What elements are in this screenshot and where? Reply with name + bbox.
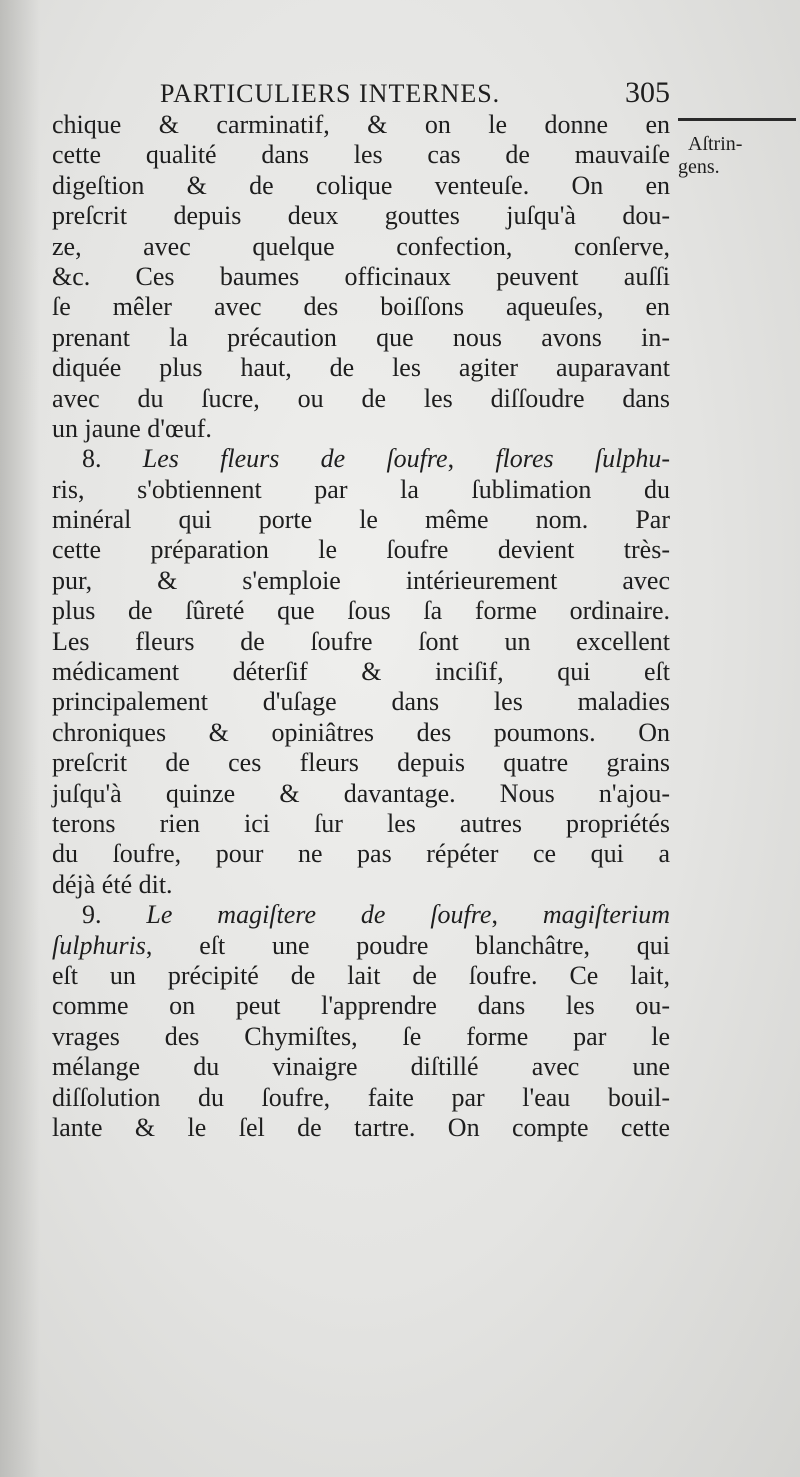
text-line: vrages des Chymiſtes, ſe forme par le [52,1021,670,1051]
paragraph-8-title-french: Les fleurs de ſoufre [142,444,448,474]
text-line: déjà été dit. [52,869,173,899]
text-line: diquée plus haut, de les agiter auparavant [52,353,670,383]
text-line: Les fleurs de ſoufre ſont un excellent [52,626,670,656]
paragraph-9-line-rest: , eſt une poudre blanchâtre, qui [145,930,670,960]
paragraph-9-title-french: Le magiſtere de ſoufre [146,900,492,930]
paragraph-9-title-latin: magiſterium [542,900,670,930]
paragraph-8-heading-line [52,444,670,474]
text-line: mélange du vinaigre diſtillé avec une [52,1052,670,1082]
running-title: PARTICULIERS INTERNES. [160,79,501,108]
text-line: prenant la précaution que nous avons in- [52,322,670,352]
paragraph-9-latin-continuation: ſulphuris [52,930,146,960]
paragraph-8-number: 8. [82,444,102,474]
running-head [160,76,670,112]
text-line: ze, avec quelque confection, conſerve, [52,231,670,261]
text-line: avec du ſucre, ou de les diſſoudre dans [52,383,670,413]
paragraph-8-title-latin: flores ſulphu- [495,444,670,474]
paragraph-9-separator: , [491,900,498,930]
text-line: minéral qui porte le même nom. Par [52,505,670,535]
margin-note-line-1: Aſtrin- [688,133,743,155]
text-line: terons rien ici ſur les autres propriétés [52,808,670,838]
text-line: cette préparation le ſoufre devient très- [52,535,670,565]
margin-rule [678,118,796,121]
paragraph-9-second-line [52,931,670,961]
paragraph-8-separator: , [447,444,455,474]
text-line: eſt un précipité de lait de ſoufre. Ce lait, [52,960,670,990]
text-line: lante & le ſel de tartre. On compte cette [52,1112,670,1142]
text-line: comme on peut l'apprendre dans les ou- [52,991,670,1021]
text-line: preſcrit de ces fleurs depuis quatre grains [52,748,670,778]
text-line: principalement d'uſage dans les maladies [52,687,670,717]
text-line: du ſoufre, pour ne pas répéter ce qui a [52,839,670,869]
text-line: ris, s'obtiennent par la ſublimation du [52,474,670,504]
text-line: médicament déterſif & inciſif, qui eſt [52,657,670,687]
paragraph-9-heading-line [52,900,670,930]
page-gutter-shadow [0,0,40,1477]
text-line: preſcrit depuis deux gouttes juſqu'à dou- [52,201,670,231]
text-line: un jaune d'œuf. [52,413,212,443]
text-line: juſqu'à quinze & davantage. Nous n'ajou- [52,778,670,808]
text-line: diſſolution du ſoufre, faite par l'eau bouil- [52,1082,670,1112]
body-text [52,110,670,1143]
text-line: cette qualité dans les cas de mauvaiſe [52,140,670,170]
margin-note-line-2: gens. [678,156,720,178]
paragraph-9-number: 9. [82,900,102,930]
text-line: plus de ſûreté que ſous ſa forme ordinaire. [52,596,670,626]
text-line: digeſtion & de colique venteuſe. On en [52,170,670,200]
page-number: 305 [625,76,670,109]
text-line: chique & carminatif, & on le donne en [52,110,670,139]
text-line: chroniques & opiniâtres des poumons. On [52,717,670,747]
margin-note [678,118,796,179]
text-line: &c. Ces baumes officinaux peuvent auſſi [52,261,670,291]
text-line: pur, & s'emploie intérieurement avec [52,565,670,595]
text-line: ſe mêler avec des boiſſons aqueuſes, en [52,292,670,322]
